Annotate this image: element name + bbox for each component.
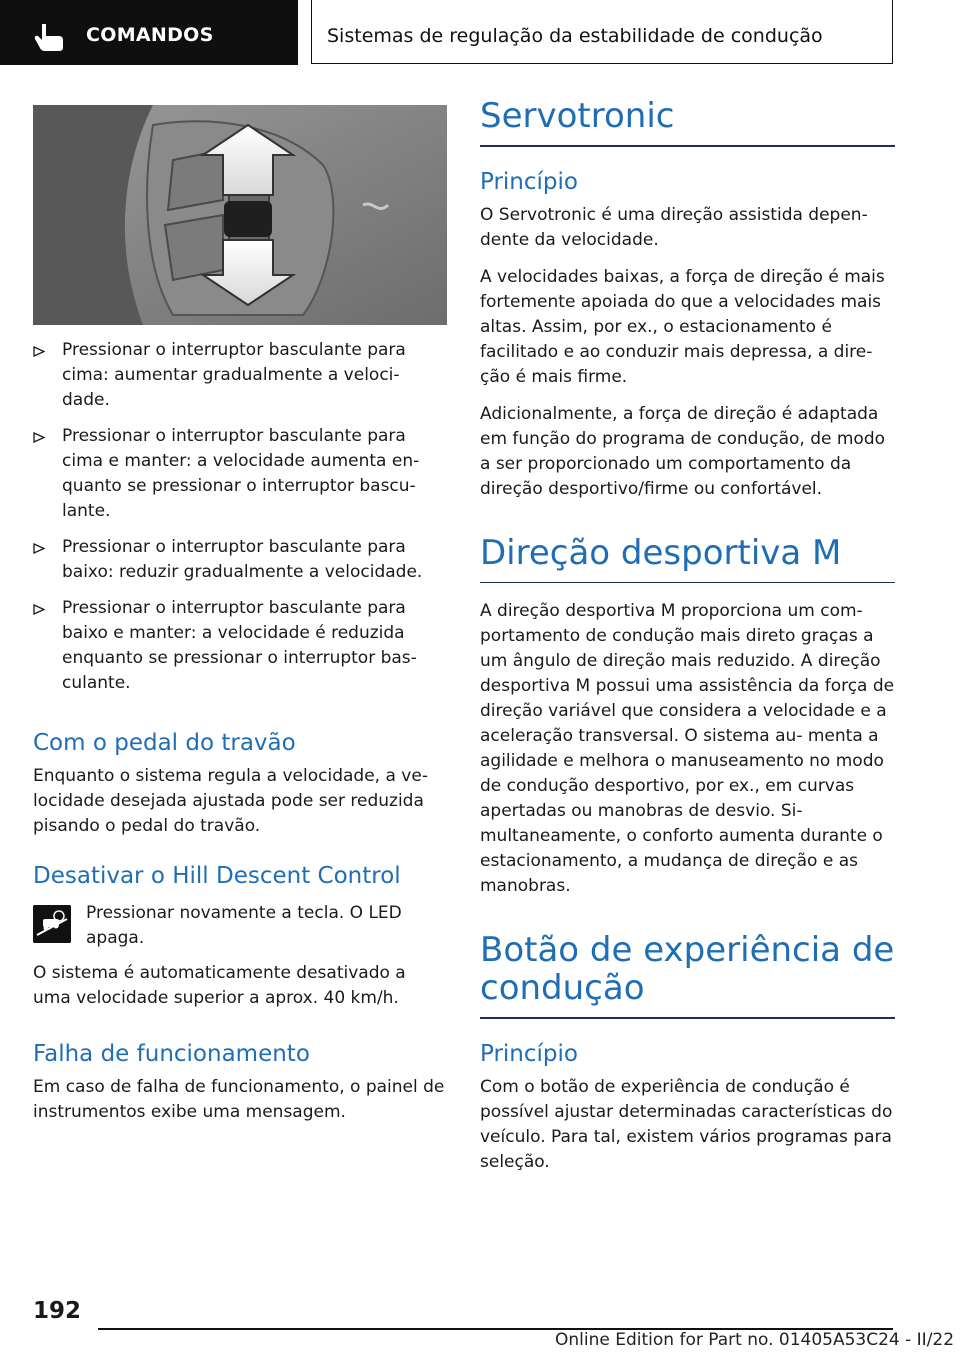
driving-experience-title: Botão de experiência de condução (480, 930, 895, 1008)
bullet-triangle-icon (33, 432, 45, 443)
list-item: Pressionar o interruptor basculante para cima e manter: a velocidade aumenta en‐ quanto se pressionar o interruptor bascu‐ lante. (33, 424, 447, 524)
servotronic-title: Servotronic (480, 96, 675, 136)
rocker-switch-instructions (33, 338, 447, 696)
title-divider (480, 582, 895, 584)
list-item: Pressionar o interruptor basculante para cima: aumentar gradualmente a veloci‐ dade. (33, 338, 447, 413)
principle-heading: Princípio (480, 168, 578, 195)
list-item: Pressionar o interruptor basculante para baixo e manter: a velocidade é reduzida enquanto se pressionar o interruptor bas‐ culante. (33, 596, 447, 696)
left-column (33, 338, 447, 1137)
driving-experience-text: Com o botão de experiência de condução é possível ajustar determinadas características do veículo. Para tal, existem vários programas para seleção. (480, 1076, 893, 1172)
page-number: 192 (33, 1298, 82, 1324)
servotronic-intro: O Servotronic é uma direção assistida depen‐ dente da velocidade. (480, 204, 868, 250)
section-tab (0, 0, 298, 65)
deactivate-heading: Desativar o Hill Descent Control (33, 863, 401, 889)
deactivate-instruction: Pressionar novamente a tecla. O LED apaga. (33, 901, 447, 951)
title-divider (480, 1017, 895, 1019)
chapter-title: Sistemas de regulação da estabilidade de condução (327, 25, 823, 47)
servotronic-programs: Adicionalmente, a força de direção é adaptada em função do programa de condução, de modo a ser proporcionado um comportamento da direção desportivo/firme ou confortável. (480, 403, 886, 499)
servotronic-speeds: A velocidades baixas, a força de direção é mais fortemente apoiada do que a velocidades mais altas. Assim, por ex., o estacionamento é facilitado e ao conduzir mais depressa, a dire‐ ção é mais firme. (480, 266, 885, 387)
brake-heading: Com o pedal do travão (33, 730, 296, 756)
failure-text: Em caso de falha de funcionamento, o painel de instrumentos exibe uma mensagem. (33, 1077, 445, 1122)
brake-text: Enquanto o sistema regula a velocidade, a ve‐ locidade desejada ajustada pode ser reduzida pisando o pedal do travão. (33, 766, 428, 836)
edition-note: Online Edition for Part no. 01405A53C24 - II/22 (555, 1330, 955, 1350)
chapter-header (311, 0, 893, 64)
sport-steering-text: A direção desportiva M proporciona um com‐ portamento de condução mais direto graças a um ângulo de direção mais reduzido. A direção desportiva M possui uma assistência da força de direção variável que considera a velocidade e a aceleração transversal. O sistema au‐ menta a agilidade e melhora o manuseamento no modo de condução desportivo, por ex., em curvas apertadas ou manobras de desvio. Si‐ multaneamente, o conforto aumenta durante o estacionamento, a mudança de direção e as manobras. (480, 601, 895, 896)
failure-heading: Falha de funcionamento (33, 1041, 310, 1067)
hill-descent-control-icon (33, 905, 71, 943)
hand-pointer-icon (32, 22, 66, 52)
sport-steering-title: Direção desportiva M (480, 532, 842, 573)
bullet-triangle-icon (33, 604, 45, 615)
auto-deactivate-text: O sistema é automaticamente desativado a uma velocidade superior a aprox. 40 km/h. (33, 963, 406, 1008)
bullet-triangle-icon (33, 346, 45, 357)
steering-wheel-rocker-switch-photo (33, 105, 447, 325)
section-label: COMANDOS (86, 24, 214, 46)
list-item: Pressionar o interruptor basculante para baixo: reduzir gradualmente a velocidade. (33, 535, 447, 585)
title-divider (480, 145, 895, 147)
right-column (480, 95, 895, 1187)
bullet-triangle-icon (33, 543, 45, 554)
principle-heading: Princípio (480, 1040, 578, 1067)
